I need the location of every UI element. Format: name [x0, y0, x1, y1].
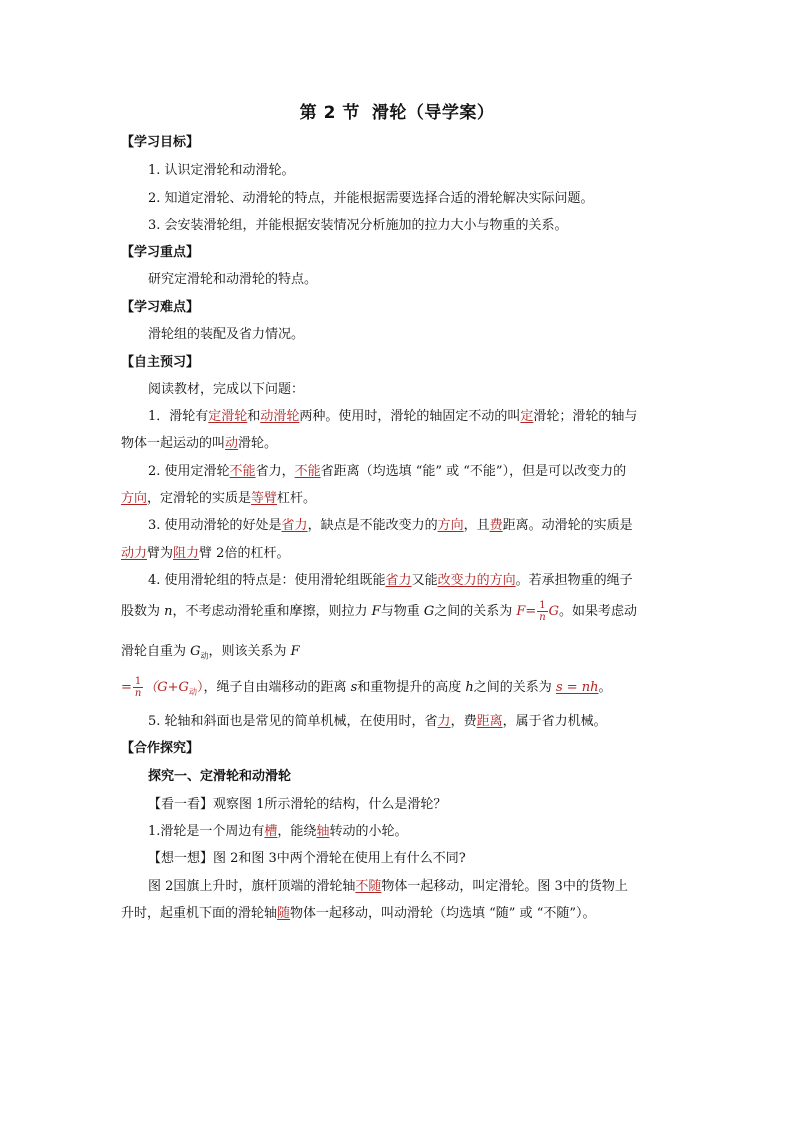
q3-text: 臂为: [147, 546, 174, 561]
var-h: h: [465, 680, 474, 695]
q4-text: 与物重: [380, 604, 424, 619]
q4-text: 之间的关系为: [434, 604, 517, 619]
question-4-line-2: [121, 600, 637, 623]
q4-text: 4. 使用滑轮组的特点是：使用滑轮组既能: [148, 573, 386, 588]
para-text: 物体一起移动，叫定滑轮。图 3中的货物上: [381, 879, 628, 894]
comparison-line-2: [121, 905, 596, 923]
explore-1-title: 探究一、定滑轮和动滑轮: [148, 769, 292, 784]
title-section-number: 第 2 节: [299, 103, 360, 123]
q5-answer-2: 距离: [476, 714, 503, 729]
fraction-1-over-n: [537, 600, 547, 623]
page-title: [0, 98, 794, 123]
question-3-line-1: [148, 517, 633, 535]
q1-answer-2: 动滑轮: [260, 409, 300, 424]
q3-answer-5: 阻力: [173, 546, 200, 561]
q2-text: 2. 使用定滑轮: [148, 464, 230, 479]
q3-text: 3. 使用动滑轮的好处是: [148, 518, 282, 533]
objective-item: 3. 会安装滑轮组，并能根据安装情况分析施加的拉力大小与物重的关系。: [148, 218, 568, 233]
q2-text: ，定滑轮的实质是: [147, 491, 252, 506]
question-5: [148, 713, 607, 731]
para-text: 物体一起移动，叫动滑轮（均选填 “随” 或 “不随”）。: [290, 906, 596, 921]
q3-text: 距离。动滑轮的实质是: [502, 518, 633, 533]
formula-2-rhs: （G+G: [144, 680, 189, 695]
fraction-numerator: 1: [134, 676, 142, 687]
q5-answer-1: 力: [437, 714, 451, 729]
q3-answer-1: 省力: [281, 518, 308, 533]
def-answer-1: 槽: [264, 824, 278, 839]
formula-rhs: G: [548, 604, 560, 619]
q1-text: 1．滑轮有: [148, 409, 209, 424]
difficulties-heading: 【学习难点】: [121, 300, 200, 315]
q4-text: ，不考虑动滑轮重和摩擦，则拉力: [172, 604, 372, 619]
q3-answer-4: 动力: [121, 546, 148, 561]
key-points-heading: 【学习重点】: [121, 245, 200, 260]
fraction-denominator: n: [539, 612, 546, 623]
q2-text: 省距离（均选填 “能” 或 “不能”），但是可以改变力的: [320, 464, 627, 479]
formula-lhs: F=: [516, 604, 537, 619]
q4-text: 之间的关系为: [473, 680, 556, 695]
var-s: s: [350, 680, 358, 695]
q1-answer-4: 动: [225, 436, 239, 451]
q3-answer-2: 方向: [437, 518, 464, 533]
q4-text: 。若承担物重的绳子: [515, 573, 633, 588]
question-2-line-1: [148, 463, 626, 481]
question-3-line-2: [121, 545, 289, 563]
q4-text: 股数为: [121, 604, 165, 619]
def-text: 转动的小轮。: [329, 824, 408, 839]
q2-answer-1: 不能: [229, 464, 256, 479]
objective-item: 1. 认识定滑轮和动滑轮。: [148, 163, 295, 178]
q5-text: ，属于省力机械。: [502, 714, 607, 729]
question-4-line-3: [121, 643, 300, 666]
cooperation-heading: 【合作探究】: [121, 741, 200, 756]
q4-answer-2: 改变力的方向: [437, 573, 516, 588]
para-text: 升时，起重机下面的滑轮轴: [121, 906, 278, 921]
objective-item: 2. 知道定滑轮、动滑轮的特点，并能根据需要选择合适的滑轮解决实际问题。: [148, 191, 594, 206]
var-n: n: [164, 604, 173, 619]
def-text: 1.滑轮是一个周边有: [148, 824, 265, 839]
def-text: ，能绕: [277, 824, 317, 839]
subscript-dong: 动: [200, 651, 209, 661]
look-prompt: 【看一看】观察图 1所示滑轮的结构，什么是滑轮？: [148, 797, 447, 812]
comparison-line-1: [148, 878, 628, 896]
difficulties-text: 滑轮组的装配及省力情况。: [148, 327, 305, 342]
q5-text: ，费: [450, 714, 477, 729]
question-4-line-1: [148, 572, 633, 590]
fraction-denominator: n: [134, 688, 142, 699]
q4-text: 。如果考虑动: [559, 604, 638, 619]
q4-text: 又能: [411, 573, 438, 588]
q1-text: 两种。使用时，滑轮的轴固定不动的叫: [299, 409, 521, 424]
q4-text: 和重物提升的高度: [357, 680, 466, 695]
q2-text: 省力，: [255, 464, 295, 479]
q1-answer-1: 定滑轮: [208, 409, 248, 424]
formula-2-close: ）: [196, 680, 204, 695]
q4-answer-3: s = nh: [555, 680, 599, 695]
q3-answer-3: 费: [489, 518, 503, 533]
para-text: 图 2国旗上升时，旗杆顶端的滑轮轴: [148, 879, 356, 894]
q4-answer-1: 省力: [385, 573, 412, 588]
q2-answer-2: 不能: [294, 464, 321, 479]
var-F: F: [371, 604, 381, 619]
var-F: F: [290, 644, 300, 659]
para-answer-1: 不随: [355, 879, 382, 894]
question-1-line-1: [148, 408, 637, 426]
think-prompt: 【想一想】图 2和图 3中两个滑轮在使用上有什么不同?: [148, 851, 466, 866]
pulley-definition: [148, 823, 407, 841]
q4-text: 。: [598, 680, 612, 695]
var-G: G: [423, 604, 435, 619]
q2-answer-3: 方向: [121, 491, 148, 506]
q2-answer-4: 等臂: [251, 491, 278, 506]
question-4-line-4: [121, 676, 612, 702]
para-answer-2: 随: [277, 906, 291, 921]
q4-text: ，绳子自由端移动的距离: [203, 680, 351, 695]
objectives-heading: 【学习目标】: [121, 135, 200, 150]
question-1-line-2: [121, 435, 277, 453]
q1-text: 滑轮；滑轮的轴与: [533, 409, 638, 424]
key-points-text: 研究定滑轮和动滑轮的特点。: [148, 272, 318, 287]
formula-2-eq: =: [121, 680, 132, 695]
preview-intro: 阅读教材，完成以下问题：: [148, 382, 305, 397]
title-text: 滑轮（导学案）: [371, 103, 495, 123]
q2-text: 杠杆。: [277, 491, 317, 506]
formula-2-subscript: 动: [188, 687, 197, 697]
q4-text: ，则该关系为: [208, 644, 291, 659]
question-2-line-2: [121, 490, 316, 508]
def-answer-2: 轴: [316, 824, 330, 839]
q1-text: 物体一起运动的叫: [121, 436, 226, 451]
q3-text: ，且: [463, 518, 490, 533]
q3-text: 臂 2倍的杠杆。: [199, 546, 290, 561]
q4-text: 滑轮自重为: [121, 644, 191, 659]
var-G-dong: G: [190, 644, 201, 659]
q1-text: 滑轮。: [238, 436, 278, 451]
q1-answer-3: 定: [520, 409, 534, 424]
q5-text: 5. 轮轴和斜面也是常见的简单机械，在使用时，省: [148, 714, 438, 729]
preview-heading: 【自主预习】: [121, 355, 200, 370]
q1-text: 和: [247, 409, 261, 424]
fraction-1-over-n: [133, 676, 143, 699]
q3-text: ，缺点是不能改变力的: [307, 518, 438, 533]
fraction-numerator: 1: [539, 600, 546, 611]
